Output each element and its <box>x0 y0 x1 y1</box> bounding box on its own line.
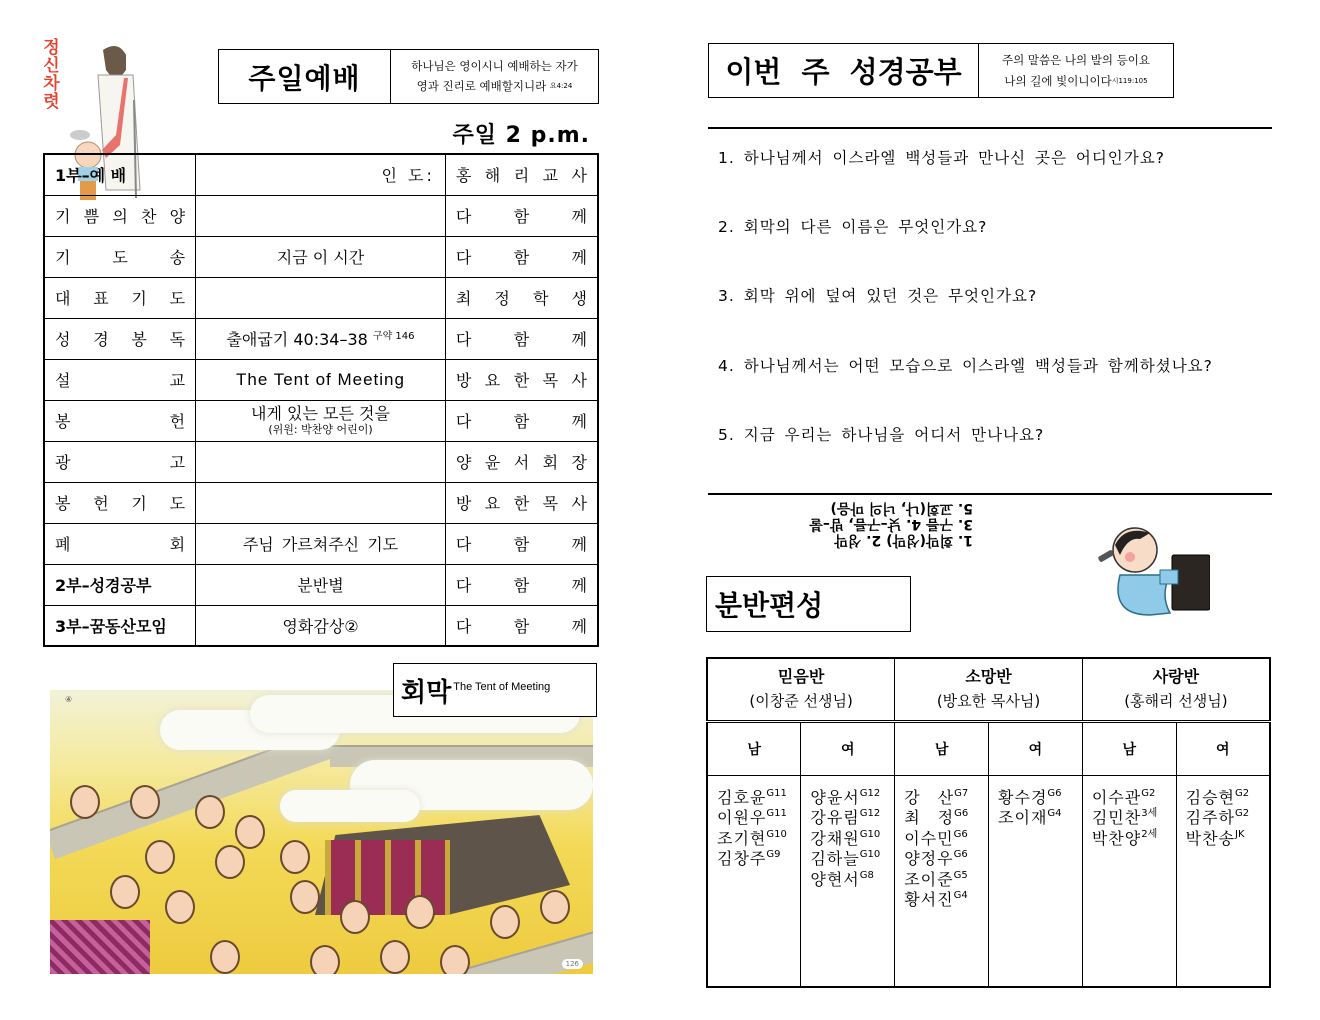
service-time: 주일 2 p.m. <box>452 123 590 148</box>
table-row <box>44 277 598 318</box>
table-row <box>707 721 1270 775</box>
table-row <box>44 318 598 359</box>
question-3: 3. 회막 위에 덮여 있던 것은 무엇인가요? <box>718 287 1038 305</box>
worship-verse <box>391 50 598 103</box>
boy-reading-bible-icon <box>1090 515 1210 620</box>
list-item: 조기현$^{G10}$ <box>717 828 787 848</box>
part1-label: 1부–예 배 <box>44 154 196 195</box>
verse-line-1: 주의 말씀은 나의 발의 등이요 <box>1002 53 1150 67</box>
list-item: 이원우$^{G11}$ <box>717 808 787 827</box>
list-item: 김승현$^{G2}$ <box>1185 787 1250 807</box>
item-who: 방 요 한 목 사 <box>455 494 587 513</box>
class-header-faith: 믿음반 (이창준 선생님) <box>707 658 895 721</box>
list-item: 이수관$^{G2}$ <box>1091 787 1156 807</box>
hope-male-list <box>895 775 989 987</box>
verse-reference: 요4:24 <box>549 82 573 90</box>
item-who: 다 함 께 <box>455 248 587 267</box>
item-content: 지금 이 시간 <box>196 236 446 277</box>
list-item: 이수민$^{G6}$ <box>904 828 968 848</box>
divider <box>708 127 1272 129</box>
list-item: 김하늘$^{G10}$ <box>810 849 881 868</box>
item-label: 폐 회 <box>55 535 186 554</box>
female-header: 여 <box>801 721 895 775</box>
list-item: 양정우$^{G6}$ <box>904 849 968 868</box>
table-row <box>44 236 598 277</box>
item-who: 최 정 학 생 <box>455 289 587 308</box>
list-item: 양현서$^{G8}$ <box>810 869 874 889</box>
item-who: 다 함 께 <box>455 616 587 636</box>
item-content: 주님 가르쳐주신 기도 <box>196 523 446 564</box>
tent-of-meeting-illustration <box>50 690 593 974</box>
table-row <box>44 482 598 523</box>
list-item: 박찬양$^{2세}$ <box>1091 828 1158 848</box>
item-who: 다 함 께 <box>455 535 587 554</box>
list-item: 황수경$^{G6}$ <box>998 787 1062 807</box>
scripture-page: 구약 146 <box>372 331 415 342</box>
item-who: 다 함 께 <box>455 207 587 226</box>
faith-female-list <box>801 775 895 987</box>
caption-title: 회막 <box>401 677 452 708</box>
female-header: 여 <box>1176 721 1270 775</box>
female-header: 여 <box>989 721 1083 775</box>
table-row <box>44 605 598 646</box>
table-row <box>44 154 598 195</box>
item-label: 광 고 <box>55 453 186 472</box>
male-header: 남 <box>895 721 989 775</box>
table-row <box>707 775 1270 987</box>
question-1: 1. 하나님께서 이스라엘 백성들과 만나신 곳은 어디인가요? <box>718 149 1165 167</box>
item-content <box>196 277 446 318</box>
item-label: 성 경 봉 독 <box>55 330 186 349</box>
list-item: 김민찬$^{3세}$ <box>1091 808 1158 827</box>
item-content <box>196 441 446 482</box>
item-who: 방 요 한 목 사 <box>455 371 587 390</box>
study-verse <box>979 44 1173 97</box>
leader-name: 홍 해 리 교 사 <box>455 166 587 186</box>
tent-of-meeting-caption <box>393 663 597 717</box>
sermon-title: The Tent of Meeting <box>196 359 446 400</box>
verse-reference: 시119:105 <box>1111 77 1148 85</box>
offering-committee: (위원: 박찬양 어린이) <box>268 423 373 436</box>
item-who: 양 윤 서 회 장 <box>455 453 587 472</box>
leader-label: 인 도: <box>196 154 446 195</box>
verse-line-2: 영과 진리로 예배할지니라 <box>416 79 547 93</box>
list-item: 박찬송$^{JK}$ <box>1185 828 1245 848</box>
item-label: 기 쁨 의 찬 양 <box>55 207 186 226</box>
hope-female-list <box>989 775 1083 987</box>
item-label: 봉 헌 기 도 <box>55 494 186 513</box>
item-content <box>196 195 446 236</box>
table-row <box>44 564 598 605</box>
question-5: 5. 지금 우리는 하나님을 어디서 만나나요? <box>718 426 1045 444</box>
item-content: 내게 있는 모든 것을 (위원: 박찬양 어린이) <box>196 400 446 441</box>
item-content <box>196 482 446 523</box>
list-item: 김호윤$^{G11}$ <box>717 787 787 807</box>
list-item: 강 산$^{G7}$ <box>904 787 969 807</box>
item-who: 다 함 께 <box>455 412 587 431</box>
verse-line-2: 나의 길에 빛이니이다 <box>1004 74 1112 88</box>
faith-male-list <box>707 775 801 987</box>
male-header: 남 <box>707 721 801 775</box>
list-item: 조이준$^{G5}$ <box>904 869 968 889</box>
table-row <box>44 523 598 564</box>
male-header: 남 <box>1082 721 1176 775</box>
list-item: 김주하$^{G2}$ <box>1185 808 1250 827</box>
table-row <box>44 441 598 482</box>
love-male-list <box>1082 775 1176 987</box>
list-item: 강채원$^{G10}$ <box>810 828 881 848</box>
item-who: 다 함 께 <box>455 330 587 349</box>
side-label-attention: 정신차렷 <box>39 38 59 110</box>
worship-order-table <box>43 153 599 647</box>
class-header-love: 사랑반 (홍해리 선생님) <box>1082 658 1270 721</box>
verse-line-1: 하나님은 영이시니 예배하는 자가 <box>411 59 578 73</box>
list-item: 최 정$^{G6}$ <box>904 808 969 827</box>
part2-content: 분반별 <box>196 564 446 605</box>
item-label: 대 표 기 도 <box>55 289 186 308</box>
list-item: 김창주$^{G9}$ <box>717 849 781 868</box>
rug-icon <box>50 920 150 974</box>
part2-label: 2부–성경공부 <box>44 564 196 605</box>
sunday-worship-header <box>218 49 599 104</box>
page-number: 126 <box>562 959 583 969</box>
item-label: 봉 헌 <box>55 412 186 431</box>
list-item: 황서진$^{G4}$ <box>904 890 968 909</box>
part3-content: 영화감상② <box>196 605 446 646</box>
question-4: 4. 하나님께서는 어떤 모습으로 이스라엘 백성들과 함께하셨나요? <box>718 357 1213 375</box>
item-who: 다 함 께 <box>455 576 587 595</box>
class-header-hope: 소망반 (방요한 목사님) <box>895 658 1083 721</box>
bible-study-title: 이번 주 성경공부 <box>709 44 979 97</box>
table-row <box>707 658 1270 721</box>
question-2: 2. 회막의 다른 이름은 무엇인가요? <box>718 218 988 236</box>
illustration-marker: ④ <box>65 695 73 704</box>
upside-down-answer-key: 1. 회막(성막) 2. 성막 3. 구름 4. 낮–구름, 밤–불 5. 교회(나, 너의 마음) <box>809 500 973 548</box>
class-assignment-table <box>706 657 1271 988</box>
item-label: 설 교 <box>55 371 186 390</box>
list-item: 양윤서$^{G12}$ <box>810 787 881 807</box>
love-female-list <box>1176 775 1270 987</box>
class-assignment-title: 분반편성 <box>706 576 911 632</box>
item-content: 출애굽기 40:34–38 $^{구약 146}$ <box>196 318 446 359</box>
caption-subtitle: The Tent of Meeting <box>453 681 551 693</box>
list-item: 조이재$^{G4}$ <box>998 808 1062 827</box>
divider <box>708 493 1272 495</box>
item-label: 기 도 송 <box>55 248 186 267</box>
table-row <box>44 400 598 441</box>
bible-study-header <box>708 43 1174 98</box>
list-item: 강유림$^{G12}$ <box>810 808 881 827</box>
table-row <box>44 195 598 236</box>
sunday-worship-title: 주일예배 <box>219 50 391 103</box>
table-row <box>44 359 598 400</box>
part3-label: 3부–꿈동산모임 <box>44 605 196 646</box>
